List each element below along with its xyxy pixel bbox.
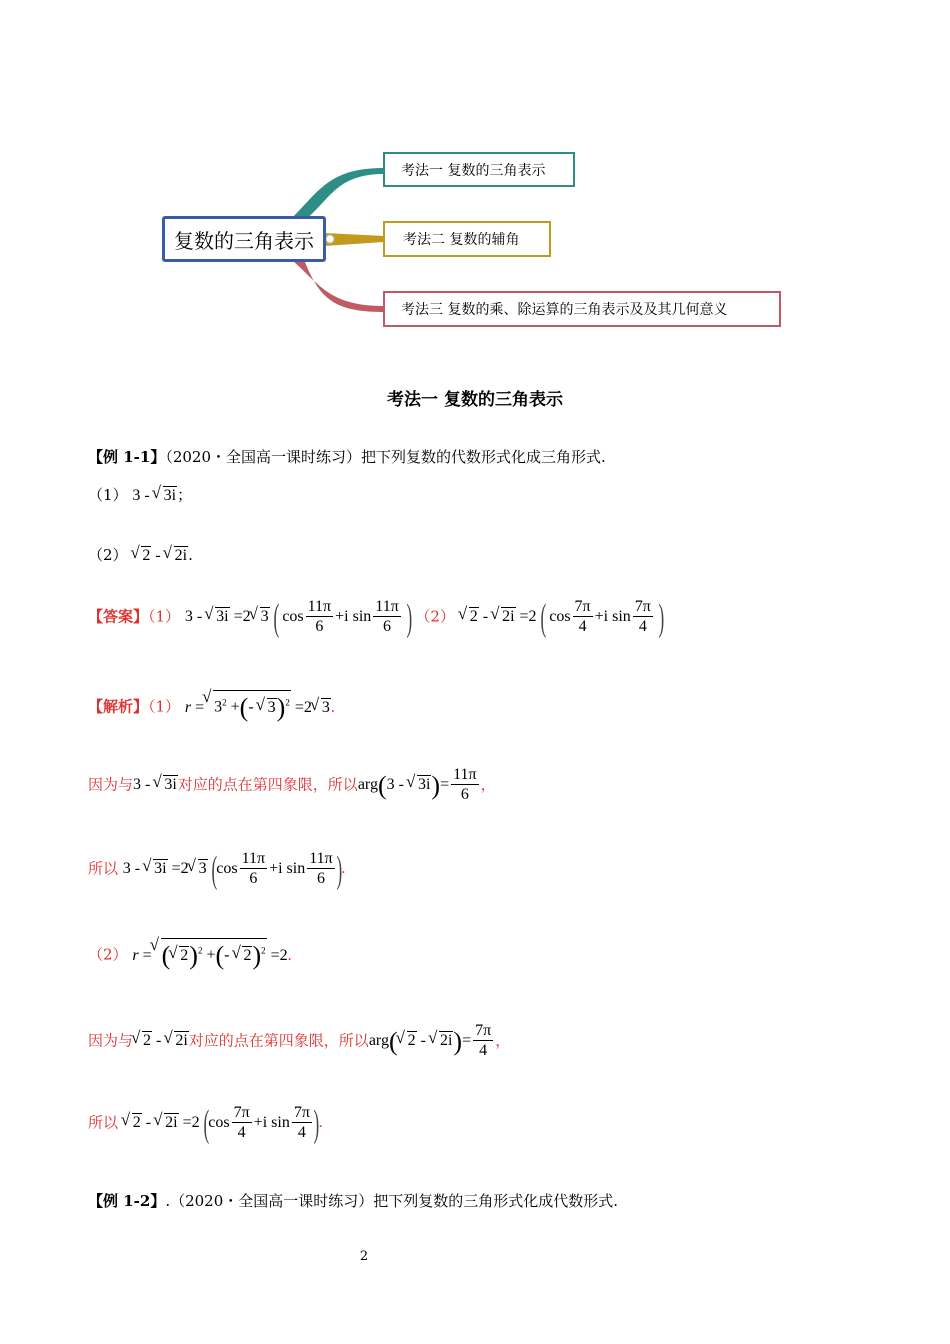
example-1-1-header: [88, 446, 606, 467]
mindmap-root-node[interactable]: 复数的三角表示: [162, 216, 326, 262]
mindmap-branch-1[interactable]: 考法一 复数的三角表示: [383, 152, 575, 187]
example-source: （2020・全国高一课时练习）把下列复数的代数形式化成三角形式.: [165, 448, 606, 466]
example-item-2: （2） √ 2 - √ 2i.: [88, 544, 193, 565]
answer-formula-2: √ 2 - √ 2i =2 ( cos $\frac{7\pi}{4}$ +i sin $\frac{7\pi}{4}$ ): [460, 608, 664, 625]
answer-label: 【答案】: [88, 607, 149, 626]
answer-formula-1: 3 - √ 3i =2√ 3 ( cos $\frac{11\pi}{6}$ +i sin $\frac{11\pi}{6}$ ): [185, 608, 416, 625]
example-source: .（2020・全国高一课时练习）把下列复数的三角形式化成代数形式.: [165, 1192, 619, 1210]
math-expr: √ 2 - √ 2i: [132, 547, 188, 564]
example-item-1: （1） 3 - √ 3i；: [88, 484, 192, 505]
analysis-r-2: r =√ (√ 2)$^2$ +(- √ 2)$^2$ =2.: [132, 947, 291, 964]
example-label: 【例 1-2】: [88, 1192, 166, 1210]
example-label: 【例 1-1】: [88, 448, 166, 466]
item-label: （1）: [88, 486, 128, 504]
mindmap-branch-3[interactable]: 考法三 复数的乘、除运算的三角表示及及其几何意义: [383, 291, 781, 327]
mindmap-branch-2[interactable]: 考法二 复数的辅角: [383, 221, 551, 257]
example-1-2-header: [88, 1190, 618, 1211]
answer-line: 【答案】（1） 3 - √ 3i =2√ 3 ( cos $\frac{11\pi}{6}$ +i sin $\frac{11\pi}{6}$ ) （2） √ 2 - √ 2i =2 ( cos $\frac{7\pi}{4}$ +i sin $\frac{7\pi}{4}$ ): [88, 598, 664, 637]
math-expr: 3 - √ 3i: [132, 487, 177, 504]
connector-branch-1: [292, 168, 384, 220]
page-number: 2: [359, 1249, 369, 1264]
section-title: 考法一 复数的三角表示: [387, 390, 563, 410]
item-label: （2）: [88, 546, 128, 564]
connector-branch-3: [292, 260, 384, 312]
analysis-because-2: 因为与√ 2 - √ 2i对应的点在第四象限，所以arg(√ 2 - √ 2i)= $\frac{7\pi}{4}$ ，: [88, 1022, 510, 1061]
analysis-line-2: （2） r =√ (√ 2)$^2$ +(- √ 2)$^2$ =2.: [88, 938, 292, 969]
analysis-label: 【解析】: [88, 697, 149, 716]
analysis-because-1: 因为与3 - √ 3i对应的点在第四象限，所以arg(3 - √ 3i)= $\frac{11\pi}{6}$ ，: [88, 766, 496, 805]
analysis-so-1: 所以 3 - √ 3i =2√ 3 (cos $\frac{11\pi}{6}$ +i sin $\frac{11\pi}{6}$ ).: [88, 850, 345, 889]
analysis-so-2: 所以 √ 2 - √ 2i =2 (cos $\frac{7\pi}{4}$ +i sin $\frac{7\pi}{4}$ ).: [88, 1104, 323, 1143]
root-node-handle: [326, 235, 334, 243]
analysis-line-1: 【解析】（1） r =√ $3^2$ +(- √ 3)$^2$ =2√ 3.: [88, 690, 335, 721]
analysis-r-1: r =√ $3^2$ +(- √ 3)$^2$ =2√ 3.: [185, 699, 335, 716]
